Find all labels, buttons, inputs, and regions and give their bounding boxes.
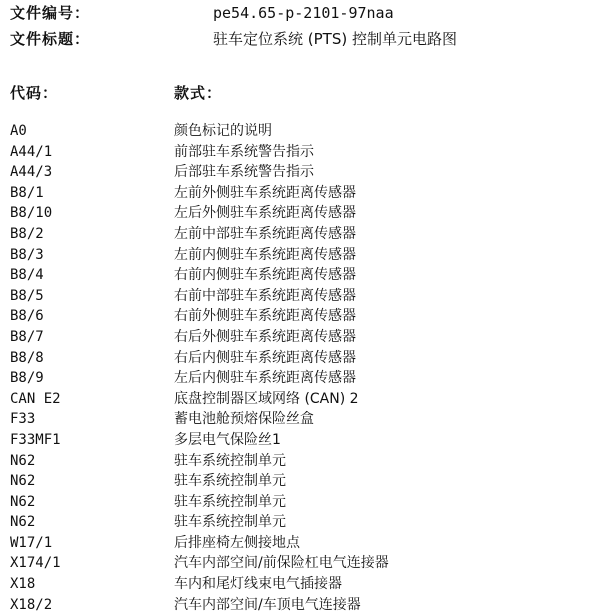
component-code: B8/7 (10, 328, 44, 345)
component-code: B8/2 (10, 225, 44, 242)
component-description: 右前中部驻车系统距离传感器 (174, 287, 356, 304)
list-item (10, 224, 600, 245)
component-code: B8/8 (10, 349, 44, 366)
component-code: X18/2 (10, 596, 53, 613)
component-description: 后排座椅左侧接地点 (174, 534, 300, 551)
list-item (10, 553, 600, 574)
list-item (10, 451, 600, 472)
component-description: 驻车系统控制单元 (174, 473, 286, 490)
component-description: 右前内侧驻车系统距离传感器 (174, 267, 356, 284)
list-item (10, 512, 600, 533)
component-description: 左前外侧驻车系统距离传感器 (174, 184, 356, 201)
component-legend-list (10, 121, 600, 615)
component-code: B8/10 (10, 205, 53, 222)
list-item (10, 409, 600, 430)
component-description: 驻车系统控制单元 (174, 452, 286, 469)
file-title-label: 文件标题： (10, 30, 91, 48)
component-description: 左前内侧驻车系统距离传感器 (174, 246, 356, 263)
component-description: 前部驻车系统警告指示 (174, 143, 314, 160)
list-item (10, 430, 600, 451)
component-code: W17/1 (10, 534, 53, 551)
component-code: F33 (10, 411, 36, 428)
list-item (10, 306, 600, 327)
list-item (10, 492, 600, 513)
component-description: 车内和尾灯线束电气插接器 (174, 576, 342, 593)
component-code: A0 (10, 123, 27, 139)
component-code: B8/1 (10, 184, 44, 201)
component-code: A44/3 (10, 164, 53, 181)
component-code: N62 (10, 493, 36, 510)
file-number-value: pe54.65-p-2101-97naa (213, 4, 394, 22)
list-item (10, 533, 600, 554)
component-code: X18 (10, 576, 36, 593)
component-description: 右前外侧驻车系统距离传感器 (174, 308, 356, 325)
component-code: B8/3 (10, 246, 44, 263)
list-item (10, 286, 600, 307)
file-title-value: 驻车定位系统 (PTS) 控制单元电路图 (213, 30, 457, 48)
component-description: 左前中部驻车系统距离传感器 (174, 225, 356, 242)
list-item (10, 348, 600, 369)
component-description: 驻车系统控制单元 (174, 514, 286, 531)
component-description: 颜色标记的说明 (174, 123, 272, 139)
component-description: 多层电气保险丝1 (174, 431, 281, 448)
component-code: A44/1 (10, 143, 53, 160)
component-code: B8/6 (10, 308, 44, 325)
component-description: 底盘控制器区域网络 (CAN) 2 (174, 390, 359, 407)
list-item (10, 121, 600, 142)
component-description: 左后内侧驻车系统距离传感器 (174, 370, 356, 387)
list-item (10, 245, 600, 266)
component-description: 蓄电池舱预熔保险丝盒 (174, 411, 314, 428)
component-description: 汽车内部空间/车顶电气连接器 (174, 596, 361, 613)
component-description: 右后外侧驻车系统距离传感器 (174, 328, 356, 345)
component-code: N62 (10, 473, 36, 490)
component-description: 左后外侧驻车系统距离传感器 (174, 205, 356, 222)
component-code: B8/4 (10, 267, 44, 284)
component-code: B8/9 (10, 370, 44, 387)
list-item (10, 574, 600, 595)
component-description: 驻车系统控制单元 (174, 493, 286, 510)
list-item (10, 471, 600, 492)
component-description: 汽车内部空间/前保险杠电气连接器 (174, 555, 389, 572)
component-code: F33MF1 (10, 431, 61, 448)
code-column-header: 代码： (10, 84, 59, 102)
list-item (10, 368, 600, 389)
component-description: 右后内侧驻车系统距离传感器 (174, 349, 356, 366)
list-item (10, 183, 600, 204)
component-code: B8/5 (10, 287, 44, 304)
list-item (10, 203, 600, 224)
file-number-label: 文件编号： (10, 4, 91, 22)
list-item (10, 162, 600, 183)
list-item (10, 142, 600, 163)
component-code: X174/1 (10, 555, 61, 572)
component-description: 后部驻车系统警告指示 (174, 164, 314, 181)
list-item (10, 389, 600, 410)
component-code: N62 (10, 452, 36, 469)
list-item (10, 327, 600, 348)
style-column-header: 款式： (174, 84, 223, 102)
component-code: N62 (10, 514, 36, 531)
component-code: CAN E2 (10, 390, 61, 407)
list-item (10, 265, 600, 286)
